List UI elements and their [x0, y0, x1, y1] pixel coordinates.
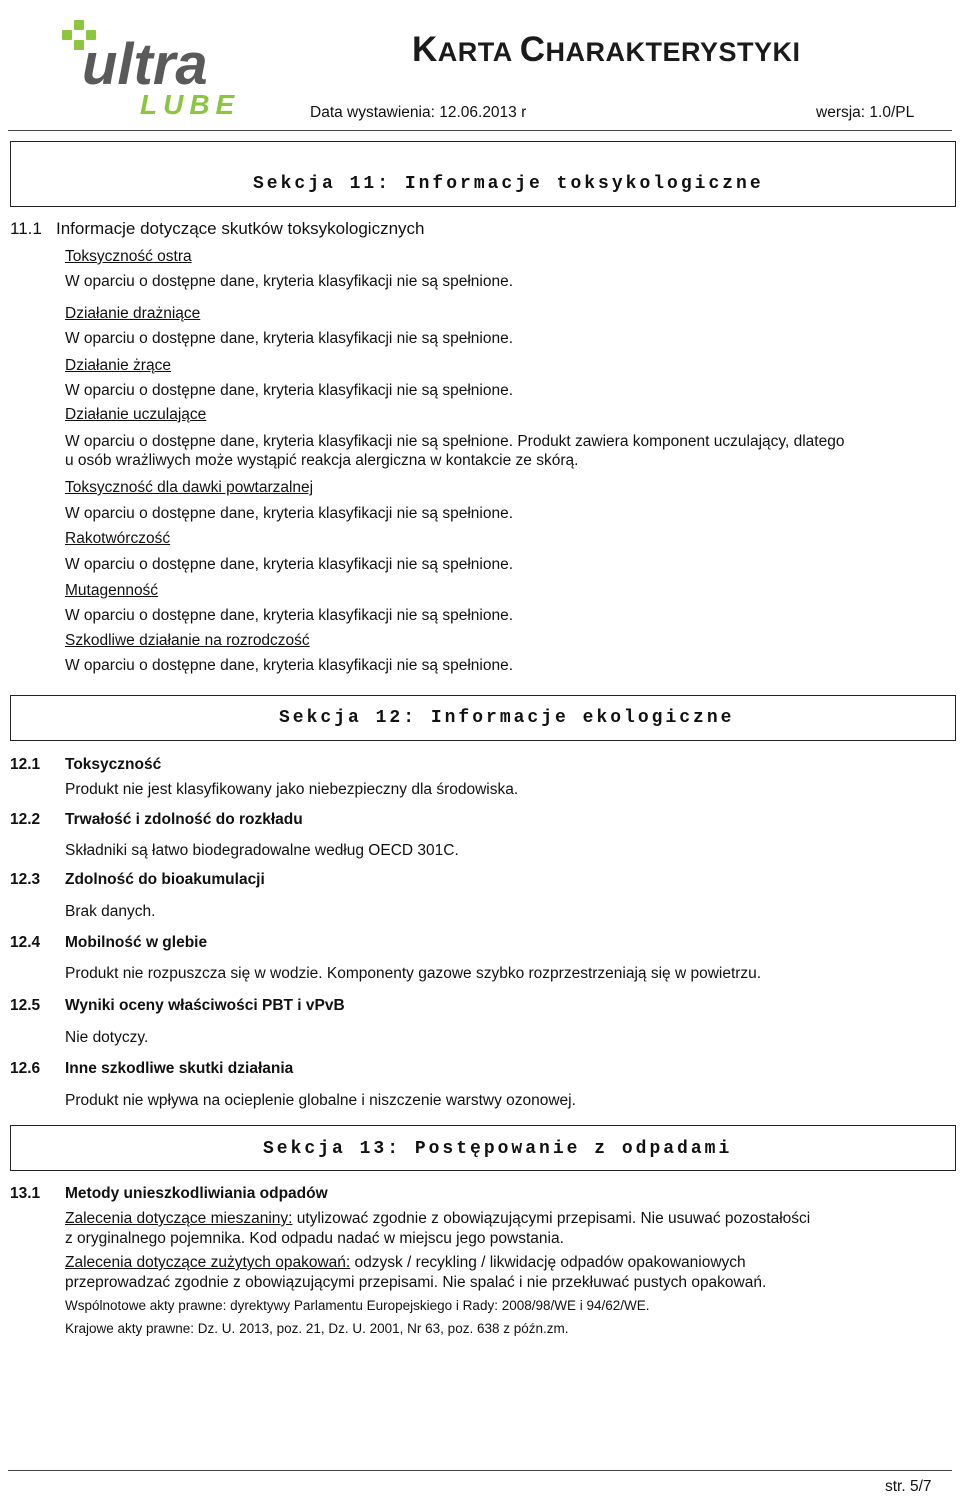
section-11-header	[10, 141, 956, 207]
mixture-label: Zalecenia dotyczące mieszaniny:	[65, 1210, 293, 1227]
subsection-number: 12.5	[10, 997, 41, 1014]
subsection-text: Nie dotyczy.	[65, 1029, 149, 1046]
page-number: str. 5/7	[885, 1478, 932, 1495]
subsection-title: Wyniki oceny właściwości PBT i vPvB	[65, 997, 345, 1014]
subsection-title: Zdolność do bioakumulacji	[65, 871, 265, 888]
header-divider	[8, 130, 952, 131]
section-13-header	[10, 1125, 956, 1171]
item-label: Działanie żrące	[65, 357, 171, 374]
subsection-text: Składniki są łatwo biodegradowalne według OECD 301C.	[65, 842, 459, 859]
eu-legislation: Wspólnotowe akty prawne: dyrektywy Parlamentu Europejskiego i Rady: 2008/98/WE i 94/62/WE.	[65, 1298, 650, 1313]
item-text: W oparciu o dostępne dane, kryteria klasyfikacji nie są spełnione.	[65, 657, 514, 674]
subsection-text: Produkt nie jest klasyfikowany jako niebezpieczny dla środowiska.	[65, 781, 519, 798]
ultra-lube-logo	[56, 18, 256, 120]
version: wersja: 1.0/PL	[816, 104, 915, 121]
section-12-title: Sekcja 12: Informacje ekologiczne	[279, 708, 735, 728]
subsection-text: Brak danych.	[65, 903, 156, 920]
section-11-title: Sekcja 11: Informacje toksykologiczne	[253, 174, 764, 194]
section-13-title: Sekcja 13: Postępowanie z odpadami	[263, 1139, 733, 1159]
section-12-header	[10, 695, 956, 741]
item-text: W oparciu o dostępne dane, kryteria klasyfikacji nie są spełnione.	[65, 556, 514, 573]
footer-divider	[8, 1470, 952, 1471]
svg-text:ultra: ultra	[82, 32, 208, 97]
svg-text:LUBE: LUBE	[140, 89, 241, 120]
document-title: KARTA CHARAKTERYSTYKI	[412, 30, 801, 69]
item-label: Toksyczność dla dawki powtarzalnej	[65, 479, 314, 496]
subsection-title: Trwałość i zdolność do rozkładu	[65, 811, 303, 828]
item-text: W oparciu o dostępne dane, kryteria klasyfikacji nie są spełnione. Produkt zawiera komponent uczulający, dlatego	[65, 433, 845, 450]
packaging-text: przeprowadzać zgodnie z obowiązującymi przepisami. Nie spalać i nie przekłuwać pustych opakowań.	[65, 1274, 767, 1291]
packaging-text: odzysk / recykling / likwidację odpadów opakowaniowych	[350, 1254, 746, 1271]
item-label: Działanie drażniące	[65, 305, 201, 322]
item-text: u osób wrażliwych może wystąpić reakcja alergiczna w kontakcie ze skórą.	[65, 452, 579, 469]
item-label: Mutagenność	[65, 582, 159, 599]
item-text: W oparciu o dostępne dane, kryteria klasyfikacji nie są spełnione.	[65, 382, 514, 399]
subsection-title: Mobilność w glebie	[65, 934, 208, 951]
subsection-title: Toksyczność	[65, 756, 162, 773]
item-text: W oparciu o dostępne dane, kryteria klasyfikacji nie są spełnione.	[65, 607, 514, 624]
subsection-title: Inne szkodliwe skutki działania	[65, 1060, 294, 1077]
subsection-11-1: 11.1 Informacje dotyczące skutków toksykologicznych	[10, 219, 425, 238]
item-text: W oparciu o dostępne dane, kryteria klasyfikacji nie są spełnione.	[65, 505, 514, 522]
subsection-text: Produkt nie rozpuszcza się w wodzie. Komponenty gazowe szybko rozprzestrzeniają się w powietrzu.	[65, 965, 762, 982]
item-label: Szkodliwe działanie na rozrodczość	[65, 632, 310, 649]
subsection-number: 12.4	[10, 934, 41, 951]
subsection-number: 13.1	[10, 1185, 41, 1202]
subsection-number: 12.2	[10, 811, 41, 828]
item-label: Toksyczność ostra	[65, 248, 192, 265]
subsection-number: 12.3	[10, 871, 41, 888]
issue-date: Data wystawienia: 12.06.2013 r	[310, 104, 527, 121]
item-text: W oparciu o dostępne dane, kryteria klasyfikacji nie są spełnione.	[65, 273, 514, 290]
mixture-text: utylizować zgodnie z obowiązującymi przepisami. Nie usuwać pozostałości	[292, 1210, 811, 1227]
mixture-recommendation	[65, 1209, 925, 1249]
item-label: Rakotwórczość	[65, 530, 171, 547]
packaging-recommendation	[65, 1253, 925, 1293]
mixture-text: z oryginalnego pojemnika. Kod odpadu nadać w miejscu jego powstania.	[65, 1230, 564, 1247]
item-text: W oparciu o dostępne dane, kryteria klasyfikacji nie są spełnione.	[65, 330, 514, 347]
subsection-number: 12.1	[10, 756, 41, 773]
national-legislation: Krajowe akty prawne: Dz. U. 2013, poz. 21, Dz. U. 2001, Nr 63, poz. 638 z późn.zm.	[65, 1321, 569, 1336]
subsection-text: Produkt nie wpływa na ocieplenie globalne i niszczenie warstwy ozonowej.	[65, 1092, 576, 1109]
item-label: Działanie uczulające	[65, 406, 207, 423]
packaging-label: Zalecenia dotyczące zużytych opakowań:	[65, 1254, 351, 1271]
subsection-number: 12.6	[10, 1060, 41, 1077]
subsection-title: Metody unieszkodliwiania odpadów	[65, 1185, 328, 1202]
